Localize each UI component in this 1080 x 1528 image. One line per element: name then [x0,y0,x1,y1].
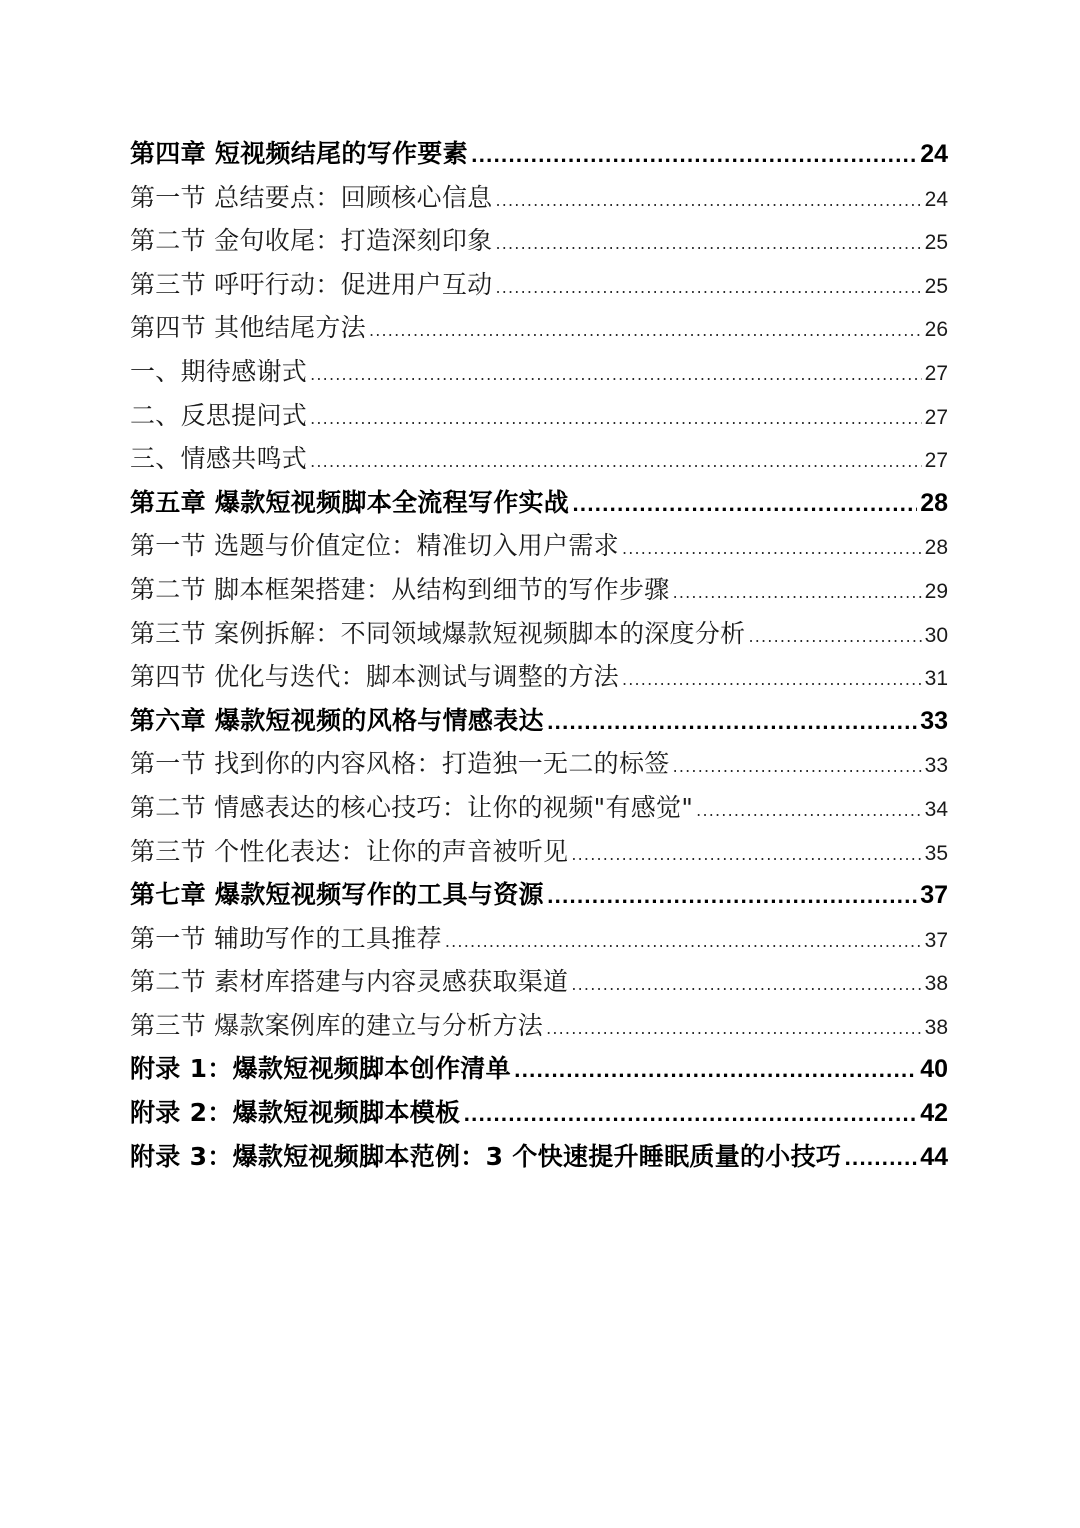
toc-leader-dots [463,1094,917,1138]
toc-leader-dots [495,179,921,223]
toc-entry-section[interactable] [130,742,948,786]
toc-entry-title: 第三节 案例拆解：不同领域爆款短视频脚本的深度分析 [130,618,746,648]
toc-entry-chapter-5[interactable] [130,481,948,525]
toc-leader-dots [844,1138,917,1182]
toc-leader-dots [310,353,922,397]
toc-entry-page: 34 [924,797,948,821]
toc-entry-appendix-2[interactable] [130,1091,948,1135]
toc-leader-dots [369,309,922,353]
toc-entry-page: 40 [920,1055,948,1084]
toc-entry-section[interactable] [130,655,948,699]
toc-entry-title: 三、情感共鸣式 [130,444,308,474]
toc-entry-title: 第三节 爆款案例库的建立与分析方法 [130,1010,544,1040]
toc-entry-page: 25 [924,274,948,298]
toc-entry-page: 26 [924,318,948,342]
toc-entry-section[interactable] [130,176,948,220]
toc-entry-chapter-6[interactable] [130,699,948,743]
toc-entry-title: 第一节 总结要点：回顾核心信息 [130,182,493,212]
toc-entry-title: 第一节 找到你的内容风格：打造独一无二的标签 [130,749,670,779]
toc-entry-page: 37 [920,881,948,910]
toc-entry-title: 第三节 个性化表达：让你的声音被听见 [130,836,569,866]
toc-entry-page: 29 [924,579,948,603]
toc-entry-page: 38 [924,972,948,996]
toc-entry-page: 28 [924,536,948,560]
toc-leader-dots [571,833,921,877]
toc-entry-section[interactable] [130,830,948,874]
toc-entry-title: 第三节 呼吁行动：促进用户互动 [130,269,493,299]
toc-entry-appendix-3[interactable] [130,1135,948,1179]
toc-entry-section[interactable] [130,263,948,307]
table-of-contents [130,132,948,1178]
toc-entry-page: 35 [924,841,948,865]
toc-entry-section[interactable] [130,1004,948,1048]
toc-entry-title: 一、期待感谢式 [130,356,308,386]
toc-leader-dots [546,1007,922,1051]
toc-entry-title: 第五章 爆款短视频脚本全流程写作实战 [130,487,570,517]
toc-leader-dots [572,484,917,528]
toc-entry-section[interactable] [130,917,948,961]
toc-leader-dots [547,702,917,746]
toc-entry-title: 第二节 情感表达的核心技巧：让你的视频"有感觉" [130,792,694,822]
toc-leader-dots [673,745,922,789]
toc-entry-title: 第一节 选题与价值定位：精准切入用户需求 [130,531,619,561]
toc-entry-section[interactable] [130,612,948,656]
toc-entry-chapter-4[interactable] [130,132,948,176]
toc-entry-section[interactable] [130,524,948,568]
toc-entry-page: 27 [924,361,948,385]
toc-entry-page: 30 [924,623,948,647]
toc-entry-page: 27 [924,449,948,473]
toc-leader-dots [445,920,922,964]
toc-entry-section[interactable] [130,568,948,612]
toc-leader-dots [495,222,921,266]
toc-entry-page: 25 [924,231,948,255]
toc-leader-dots [547,876,917,920]
toc-entry-title: 附录 2：爆款短视频脚本模板 [130,1098,461,1128]
toc-leader-dots [495,266,921,310]
toc-entry-page: 42 [920,1099,948,1128]
toc-leader-dots [622,527,922,571]
toc-entry-title: 第四节 优化与迭代：脚本测试与调整的方法 [130,662,619,692]
toc-entry-title: 附录 1：爆款短视频脚本创作清单 [130,1054,511,1084]
toc-entry-title: 第六章 爆款短视频的风格与情感表达 [130,705,544,735]
toc-entry-title: 第二节 金句收尾：打造深刻印象 [130,226,493,256]
toc-leader-dots [310,397,922,441]
toc-leader-dots [471,135,917,179]
toc-leader-dots [696,789,921,833]
toc-entry-page: 31 [924,667,948,691]
toc-entry-section[interactable] [130,960,948,1004]
toc-entry-title: 第四章 短视频结尾的写作要素 [130,139,468,168]
toc-entry-subsection[interactable] [130,437,948,481]
toc-entry-subsection[interactable] [130,350,948,394]
toc-leader-dots [310,440,922,484]
toc-entry-appendix-1[interactable] [130,1047,948,1091]
toc-leader-dots [622,658,922,702]
toc-entry-chapter-7[interactable] [130,873,948,917]
toc-entry-subsection[interactable] [130,394,948,438]
toc-entry-title: 二、反思提问式 [130,400,308,430]
toc-entry-title: 第二节 素材库搭建与内容灵感获取渠道 [130,967,569,997]
toc-entry-page: 28 [920,488,948,517]
toc-leader-dots [748,615,921,659]
toc-entry-page: 24 [924,187,948,211]
toc-leader-dots [673,571,922,615]
toc-leader-dots [514,1050,917,1094]
toc-entry-page: 24 [920,140,948,168]
toc-entry-title: 附录 3：爆款短视频脚本范例：3 个快速提升睡眠质量的小技巧 [130,1141,842,1171]
toc-leader-dots [571,963,921,1007]
toc-entry-page: 27 [924,405,948,429]
toc-entry-title: 第七章 爆款短视频写作的工具与资源 [130,880,544,910]
toc-entry-title: 第一节 辅助写作的工具推荐 [130,923,442,953]
toc-entry-section[interactable] [130,219,948,263]
toc-entry-title: 第四节 其他结尾方法 [130,313,366,343]
toc-entry-page: 33 [920,706,948,735]
toc-entry-section[interactable] [130,306,948,350]
toc-entry-page: 38 [924,1015,948,1039]
toc-entry-page: 33 [924,754,948,778]
toc-entry-title: 第二节 脚本框架搭建：从结构到细节的写作步骤 [130,574,670,604]
toc-entry-page: 44 [920,1142,948,1171]
toc-entry-page: 37 [924,928,948,952]
toc-entry-section[interactable] [130,786,948,830]
